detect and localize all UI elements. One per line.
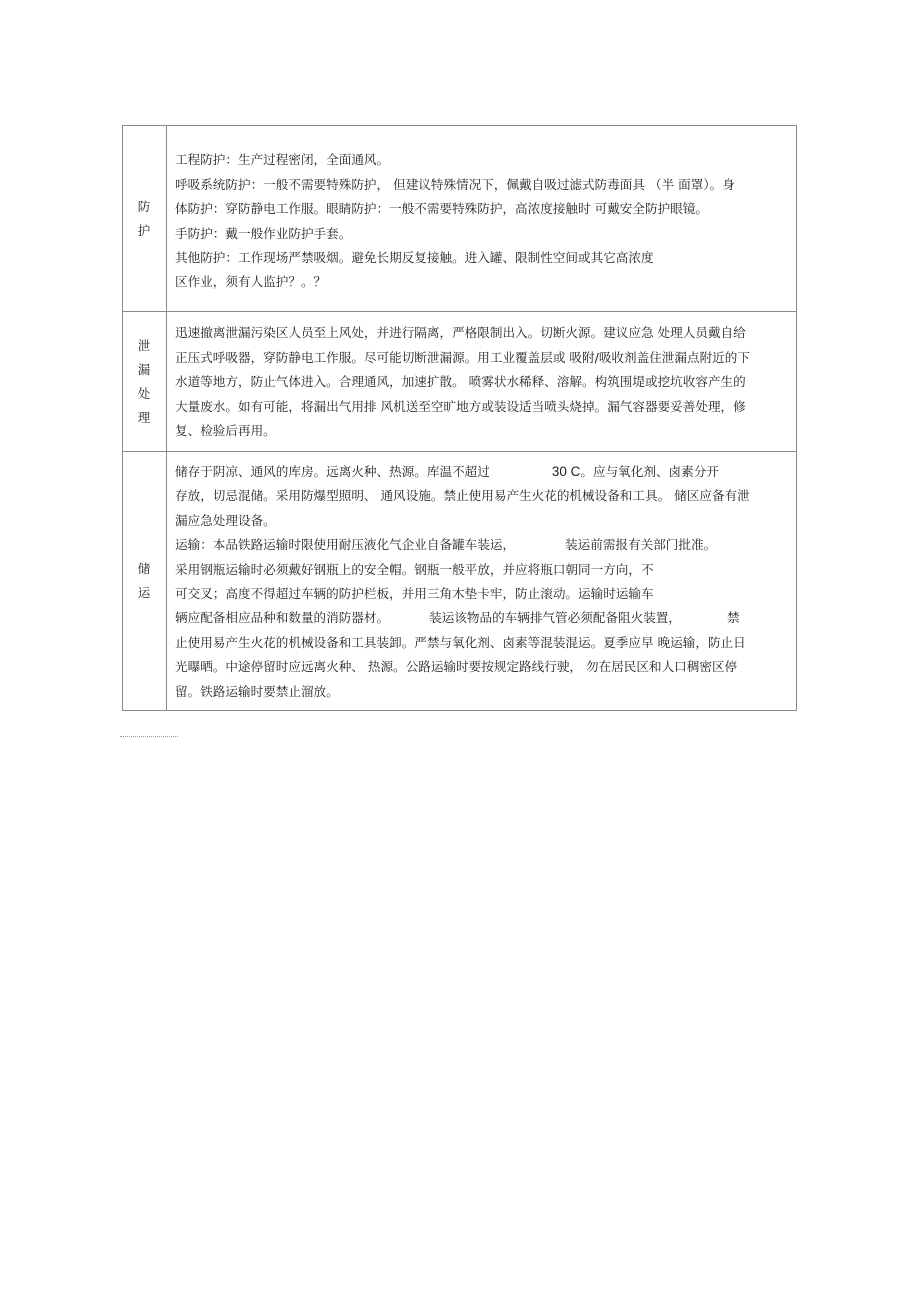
protection-content (167, 126, 797, 312)
text-line: 工程防护：生产过程密闭，全面通风。 (175, 152, 390, 168)
row-label-text: 处 理 (137, 385, 156, 425)
text-line: 体防护：穿防静电工作服。眼睛防护：一般不需要特殊防护，高浓度接触时 可戴安全防护眼镜。 (175, 201, 708, 217)
text-line: 水道等地方，防止气体进入。合理通风，加速扩散。 喷雾状水稀释、溶解。构筑围堤或挖坑收容产生的 (175, 374, 746, 390)
leak-handling-content (167, 312, 797, 452)
row-label-storage-transport (123, 452, 167, 711)
text-segment: 运输：本品铁路运输时限使用耐压液化气企业自备罐车装运， (175, 537, 516, 553)
text-line: 漏应急处理设备。 (175, 512, 276, 528)
row-label-text: 泄 漏 (137, 337, 156, 377)
text-segment: 装运该物品的车辆排气管必须配备阻火装置， (429, 610, 681, 626)
row-label-protection (123, 126, 167, 312)
text-line (175, 460, 794, 484)
text-line: 光曝晒。中途停留时应远离火种、 热源。公路运输时要按规定路线行驶， 勿在居民区和人口稠密区停 (175, 659, 738, 675)
temperature-value: 30 C (551, 463, 581, 479)
footer-dotted-rule (120, 736, 178, 737)
text-line (175, 606, 794, 630)
text-line: 区作业，须有人监护？。？ (175, 274, 327, 290)
text-line: 留。铁路运输时要禁止溜放。 (175, 683, 339, 699)
table-row-storage-transport (123, 452, 797, 711)
text-segment: 装运前需报有关部门批准。 (565, 537, 717, 553)
text-line: 手防护：戴一般作业防护手套。 (175, 225, 352, 241)
text-line: 采用钢瓶运输时必须戴好钢瓶上的安全帽。钢瓶一般平放，并应将瓶口朝同一方向，不 (175, 561, 654, 577)
text-segment: 辆应配备相应品种和数量的消防器材。 (175, 610, 390, 626)
text-line: 迅速撤离泄漏污染区人员至上风处，并进行隔离，严格限制出入。切断火源。建议应急 处理人员戴自给 (175, 325, 746, 341)
text-line: 呼吸系统防护：一般不需要特殊防护， 但建议特殊情况下，佩戴自吸过滤式防毒面具 （半 面罩）。身 (175, 176, 735, 192)
text-line (175, 533, 794, 557)
text-line: 正压式呼吸器，穿防静电工作服。尽可能切断泄漏源。用工业覆盖层或 吸附/吸收剂盖住泄漏点附近的下 (175, 349, 750, 365)
row-label-leak-handling (123, 312, 167, 452)
text-line: 止使用易产生火花的机械设备和工具装卸。严禁与氧化剂、卤素等混装混运。夏季应早 晚运输，防止日 (175, 634, 746, 650)
row-label-text: 防 护 (137, 198, 156, 238)
storage-transport-content (167, 452, 797, 711)
row-label-text: 储 运 (137, 561, 156, 600)
text-line: 其他防护：工作现场严禁吸烟。避免长期反复接触。进入罐、限制性空间或其它高浓度 (175, 249, 654, 265)
text-line: 存放，切忌混储。采用防爆型照明、 通风设施。禁止使用易产生火花的机械设备和工具。 储区应备有泄 (175, 488, 750, 504)
table-row-protection (123, 126, 797, 312)
text-segment: 储存于阴凉、通风的库房。远离火种、热源。库温不超过 (175, 463, 490, 479)
text-segment: 。应与氧化剂、卤素分开 (580, 463, 719, 479)
text-segment: 禁 (726, 610, 740, 626)
safety-data-table (122, 125, 797, 711)
text-line: 大量废水。如有可能，将漏出气用排 风机送至空旷地方或装设适当喷头烧掉。漏气容器要妥善处理，修 (175, 398, 746, 414)
table-row-leak-handling (123, 312, 797, 452)
text-line: 复、检验后再用。 (175, 423, 276, 439)
text-line: 可交叉；高度不得超过车辆的防护栏板，并用三角木垫卡牢，防止滚动。运输时运输车 (175, 586, 654, 601)
